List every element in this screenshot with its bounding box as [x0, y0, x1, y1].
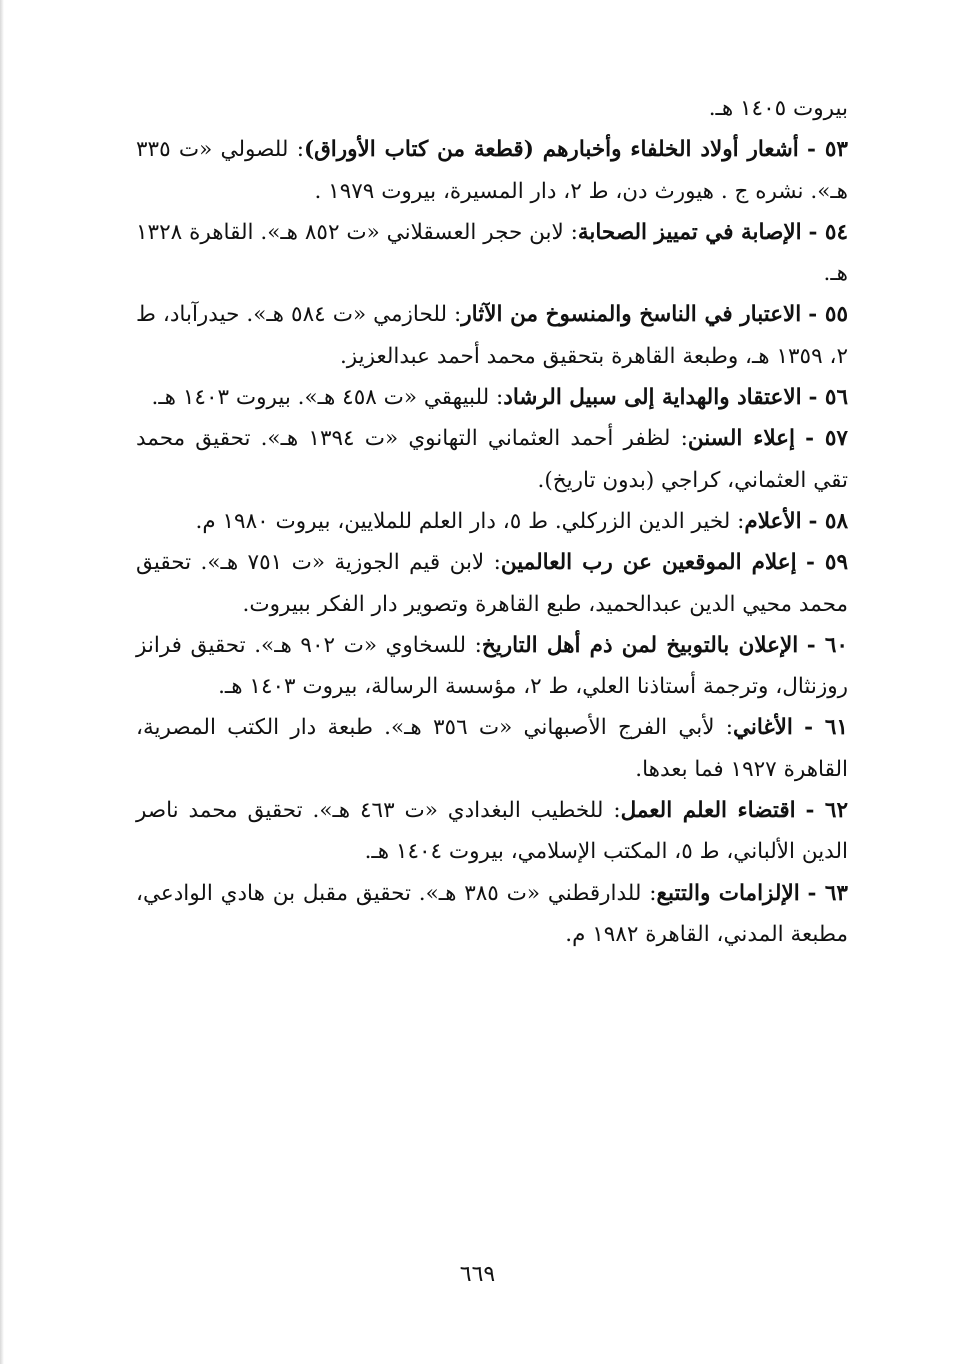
bibliography-entry [136, 542, 848, 625]
entry-number: ٦٢ - [805, 798, 848, 824]
entry-title: إعلام الموقعين عن رب العالمين [500, 550, 797, 576]
bibliography-entry [136, 294, 848, 377]
entry-title: اقتضاء العلم العمل [620, 798, 796, 824]
entry-body: : للخطيب البغدادي «ت ٤٦٣ هـ». تحقيق محمد ناصر الدين الألباني، ط ٥، المكتب الإسلامي، بيروت ١٤٠٤ هـ. [136, 798, 848, 865]
bibliography-entry [136, 790, 848, 873]
bibliography-entry [136, 873, 848, 956]
bibliography-entry [136, 418, 848, 501]
bibliography-entry [136, 707, 848, 790]
entry-title: الاعتقاد والهداية إلى سبيل الرشاد [503, 385, 802, 411]
entry-title: الأغاني [732, 715, 793, 741]
entry-body: : لابن حجر العسقلاني «ت ٨٥٢ هـ». القاهرة ١٣٢٨ هـ. [136, 219, 848, 287]
entry-number: ٦١ - [804, 715, 848, 741]
bibliography-entry [136, 501, 848, 542]
bibliography-entry [136, 129, 848, 212]
page-number: ٦٦٩ [459, 1262, 496, 1287]
entry-body: : لابن قيم الجوزية «ت ٧٥١ هـ». تحقيق محمد محيي الدين عبدالحميد، طبع القاهرة وتصوير دار الفكر ببيروت. [136, 550, 848, 617]
entry-number: ٥٨ - [808, 508, 848, 534]
bibliography-page [136, 88, 848, 955]
entry-title: الإعلان بالتوبيخ لمن ذم أهل التاريخ [481, 632, 799, 658]
entry-number: ٥٩ - [805, 550, 849, 576]
entry-number: ٦٠ - [806, 632, 848, 658]
entry-title: إعلاء السنن [687, 426, 795, 452]
entry-title: الاعتبار في الناسخ والمنسوخ من الآثار [461, 302, 802, 328]
entry-number: ٥٥ - [808, 302, 848, 328]
bibliography-entry [136, 625, 848, 708]
page-edge-shadow [0, 0, 4, 1364]
entry-body: : للسخاوي «ت ٩٠٢ هـ». تحقيق فرانز روزنثال، وترجمة أستاذنا العلي، ط ٢، مؤسسة الرسالة، بيروت ١٤٠٣ هـ. [136, 632, 848, 700]
entry-body: : لأبي الفرج الأصبهاني «ت ٣٥٦ هـ». طبعة دار الكتب المصرية، القاهرة ١٩٢٧ فما بعدها. [136, 715, 848, 782]
bibliography-entry [136, 212, 848, 295]
entry-number: ٦٣ - [807, 880, 848, 906]
entry-body: : لخير الدين الزركلي. ط ٥، دار العلم للملايين، بيروت ١٩٨٠ م. [195, 508, 745, 534]
entry-title: الأعلام [744, 508, 802, 534]
lead-line: بيروت ١٤٠٥ هـ. [708, 96, 848, 121]
entry-body: : للبيهقي «ت ٤٥٨ هـ». بيروت ١٤٠٣ هـ. [151, 385, 504, 411]
entry-body: : للدارقطني «ت ٣٨٥ هـ». تحقيق مقبل بن هادي الوادعي، مطبعة المدني، القاهرة ١٩٨٢ م. [136, 880, 848, 947]
entry-title: الإصابة في تمييز الصحابة [577, 219, 802, 245]
entry-number: ٥٦ - [808, 385, 848, 411]
bibliography-entry [136, 377, 848, 418]
entry-title: أشعار أولاد الخلفاء وأخبارهم (قطعة من كتاب الأوراق) [303, 137, 799, 163]
entry-body: : لظفر أحمد العثماني التهانوي «ت ١٣٩٤ هـ». تحقيق محمد تقي العثماني، كراجي (بدون تاريخ). [136, 426, 848, 493]
entry-number: ٥٤ - [808, 219, 848, 245]
entry-title: الإلزامات والتتبع [656, 880, 800, 906]
entry-body: : للصولي «ت ٣٣٥ هـ». نشره ج . هيورث دن، ط ٢، دار المسيرة، بيروت ١٩٧٩ . [136, 137, 848, 204]
entry-body: : للحازمي «ت ٥٨٤ هـ». حيدرآباد، ط ٢، ١٣٥٩ هـ، وطبعة القاهرة بتحقيق محمد أحمد عبدالعزيز. [136, 302, 848, 369]
entry-number: ٥٧ - [805, 426, 848, 452]
entry-number: ٥٣ - [807, 137, 848, 163]
